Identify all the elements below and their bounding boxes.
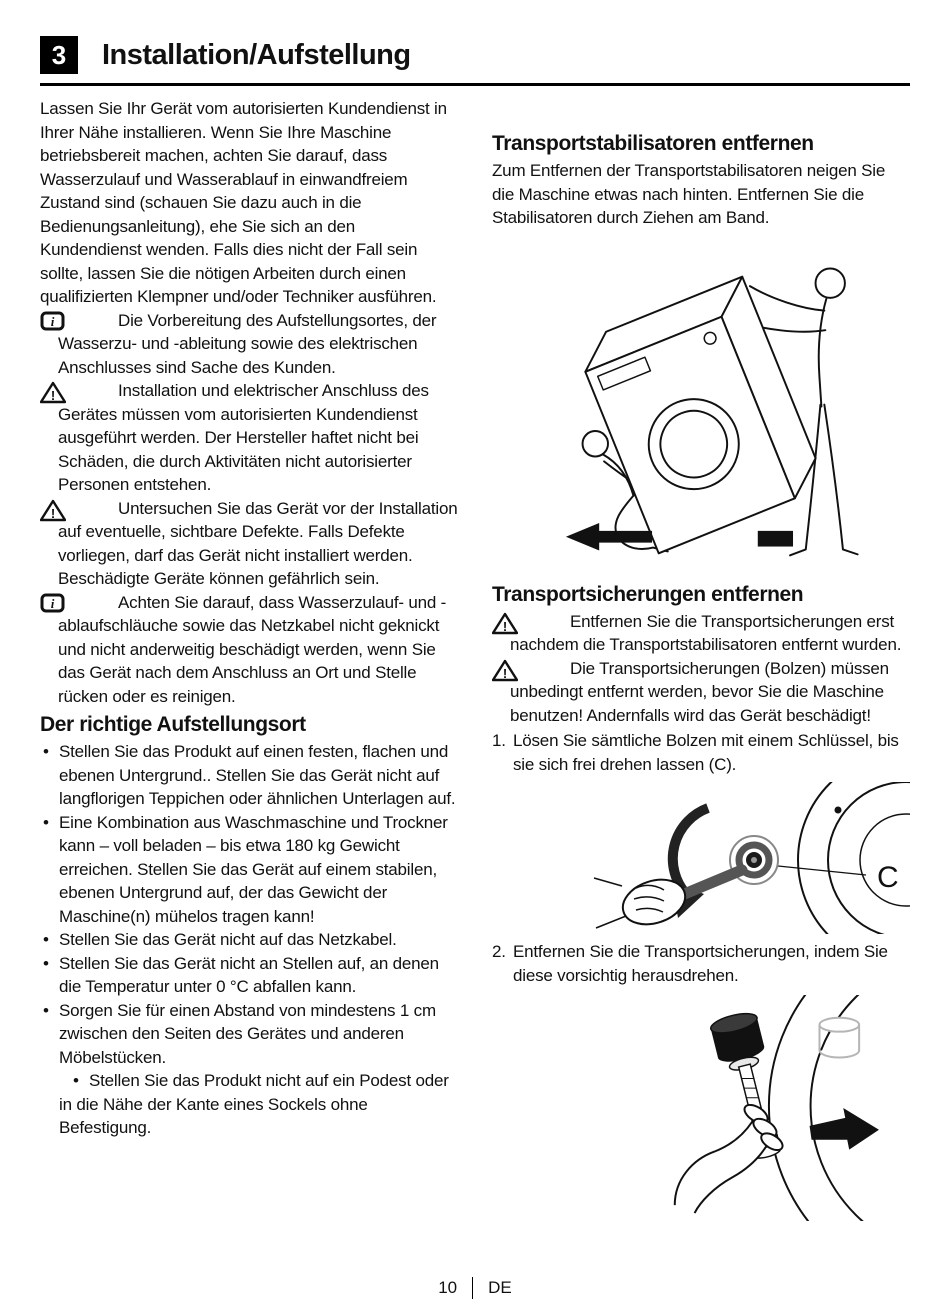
list-item: • Stellen Sie das Gerät nicht an Stellen auf, an denen die Temperatur unter 0 °C abfallen kann. (40, 952, 458, 999)
tilt-machine-illustration (515, 240, 887, 578)
page-footer (0, 1277, 950, 1299)
warning-icon (492, 659, 518, 689)
right-column (492, 97, 910, 1221)
step-item (492, 729, 910, 776)
wrench-bolt-illustration (580, 782, 910, 934)
svg-text:i: i (50, 595, 55, 611)
list-item: • Stellen Sie das Gerät nicht auf das Netzkabel. (40, 928, 458, 952)
remove-bolt-illustration (614, 995, 906, 1221)
chapter-header (40, 36, 910, 86)
direction-arrow-left (566, 523, 652, 550)
info-note (40, 309, 458, 380)
warning-note (492, 657, 910, 728)
stabilizers-paragraph: Zum Entfernen der Transportstabilisatoren neigen Sie die Maschine etwas nach hinten. Entfernen Sie die Stabilisatoren durch Ziehen am Band. (492, 161, 886, 227)
section-heading-stabilizers: Transportstabilisatoren entfernen (492, 132, 814, 155)
intro-paragraph: Lassen Sie Ihr Gerät vom autorisierten Kundendienst in Ihrer Nähe installieren. Wenn Sie Ihre Maschine betriebsbereit machen, achten Sie darauf, dass Wasserzulauf und Wasserablauf in einwandfreiem Zustand sind (schauen Sie dazu auch in die Bedienungsanleitung), ehe Sie sich an den Kundendienst wenden. Falls dies nicht der Fall sein sollte, lassen Sie die nötigen Arbeiten durch einen qualifizierten Klempner und/oder Techniker ausführen. (40, 99, 447, 306)
note-text: Entfernen Sie die Transportsicherungen erst nachdem die Transportstabilisatoren entfernt wurden. (510, 611, 902, 654)
section-heading-location: Der richtige Aufstellungsort (40, 713, 306, 736)
step-number: 1. (492, 731, 506, 750)
location-bullet-list (40, 740, 458, 1140)
figure-label-c: C (877, 861, 899, 894)
step-number: 2. (492, 942, 506, 961)
direction-arrow-right (810, 1108, 879, 1150)
list-item: • Stellen Sie das Produkt auf einen festen, flachen und ebenen Untergrund.. Stellen Sie das Gerät nicht auf langflorigen Teppichen oder ähnlichen Unterlagen auf. (40, 740, 458, 811)
support-block (758, 530, 793, 546)
svg-text:!: ! (50, 505, 56, 521)
chapter-title: Installation/Aufstellung (102, 38, 411, 71)
note-text: Achten Sie darauf, dass Wasserzulauf- und -ablaufschläuche sowie das Netzkabel nicht geknickt und nicht anderweitig beschädigt werden, wenn Sie das Gerät nach dem Anschluss an Ort und Stelle rücken oder es reinigen. (58, 592, 447, 706)
svg-text:!: ! (502, 618, 508, 634)
footer-divider (472, 1277, 473, 1299)
warning-icon (40, 499, 66, 529)
warning-note (492, 610, 910, 657)
list-item: • Stellen Sie das Produkt nicht auf ein Podest oder in die Nähe der Kante eines Sockels ohne Befestigung. (40, 1069, 458, 1140)
step-text: Entfernen Sie die Transportsicherungen, indem Sie diese vorsichtig herausdrehen. (513, 942, 888, 985)
section-heading-locks: Transportsicherungen entfernen (492, 582, 804, 606)
warning-icon (492, 612, 518, 642)
page-number: 10 (438, 1278, 458, 1297)
chapter-number-badge: 3 (40, 36, 78, 74)
step-item (492, 940, 910, 987)
info-icon (40, 311, 65, 338)
svg-text:i: i (50, 313, 55, 329)
left-column (40, 97, 458, 1221)
info-note (40, 591, 458, 709)
info-icon (40, 593, 65, 620)
note-text: Installation und elektrischer Anschluss des Gerätes müssen vom autorisierten Kundendienst ausgeführt werden. Der Hersteller haftet nicht bei Schäden, die durch Aktivitäten nicht autorisierter Personen entstehen. (58, 381, 429, 494)
list-item: • Sorgen Sie für einen Abstand von mindestens 1 cm zwischen den Seiten des Gerätes und anderen Möbelstücken. (40, 999, 458, 1070)
list-item: • Eine Kombination aus Waschmaschine und Trockner kann – voll beladen – bis etwa 180 kg Gewicht erreichen. Stellen Sie das Gerät auf einem stabilen, ebenen Untergrund auf, der das Gewicht der Maschine(n) mühelos tragen kann! (40, 811, 458, 929)
svg-text:!: ! (50, 388, 56, 403)
note-text: Untersuchen Sie das Gerät vor der Installation auf eventuelle, sichtbare Defekte. Falls Defekte vorliegen, darf das Gerät nicht installiert werden. Beschädigte Geräte können gefährlich sein. (58, 498, 458, 588)
svg-text:!: ! (502, 665, 508, 681)
warning-icon (40, 381, 66, 411)
two-column-layout (40, 97, 910, 1221)
note-text: Die Transportsicherungen (Bolzen) müssen unbedingt entfernt werden, bevor Sie die Maschine benutzen! Andernfalls wird das Gerät beschädigt! (510, 658, 889, 725)
warning-note (40, 379, 458, 497)
warning-note (40, 497, 458, 591)
step-text: Lösen Sie sämtliche Bolzen mit einem Schlüssel, bis sie sich frei drehen lassen (C). (513, 731, 899, 774)
language-code: DE (488, 1278, 512, 1297)
note-text: Die Vorbereitung des Aufstellungsortes, der Wasserzu- und -ableitung sowie des elektrischen Anschlusses sind Sache des Kunden. (58, 310, 437, 377)
